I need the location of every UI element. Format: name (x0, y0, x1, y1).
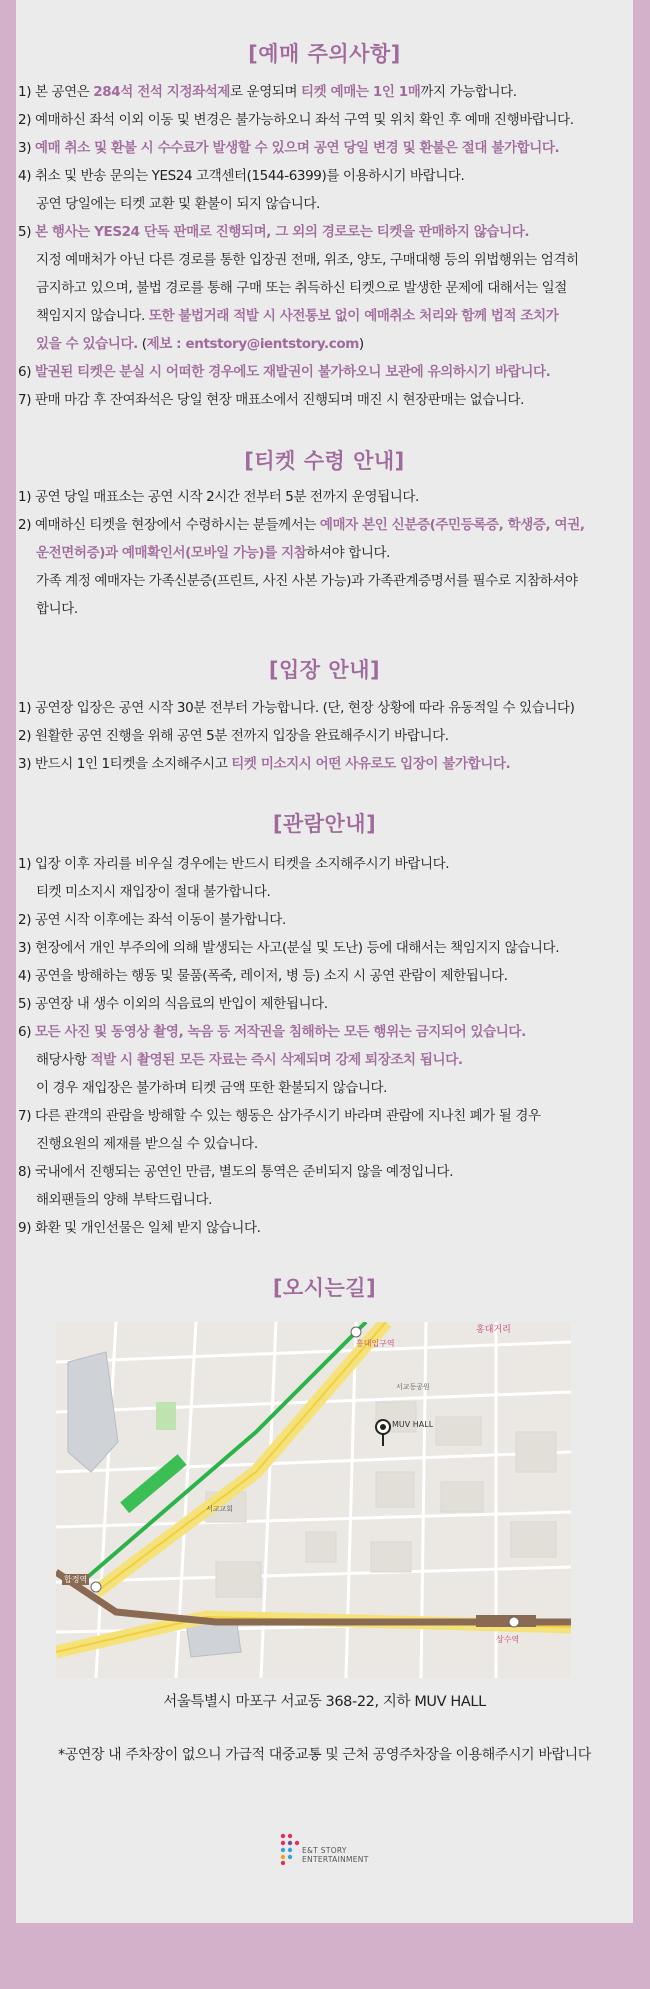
body-text: 까지 가능합니다. (420, 84, 517, 100)
highlight-text: 티켓 예매는 1인 1매 (301, 84, 421, 100)
highlight-text: 284석 전석 지정좌석제 (93, 84, 231, 100)
body-text: 2) 공연 시작 이후에는 좌석 이동이 불가합니다. (18, 912, 286, 928)
highlight-text: 모든 사진 및 동영상 촬영, 녹음 등 저작권을 침해하는 모든 행위는 금지되어 있습니다. (34, 1024, 526, 1040)
ticket-pickup-title: [티켓 수령 안내] (244, 449, 405, 473)
logo-dots-icon (280, 1833, 300, 1865)
s4-line (18, 908, 630, 928)
s4-line (18, 1104, 630, 1124)
map-label-crossroad: 홍대거리 (476, 1325, 511, 1335)
body-text: 1) 입장 이후 자리를 비우실 경우에는 반드시 티켓을 소지해주시기 바랍니다. (18, 856, 450, 872)
map-label-station-sangsu: 상수역 (496, 1635, 520, 1644)
s4-line (18, 1216, 630, 1236)
s4-line (18, 1048, 648, 1068)
s4-line (18, 1076, 648, 1096)
viewing-guide-title: [관람안내] (272, 812, 377, 836)
highlight-text: 발권된 티켓은 분실 시 어떠한 경우에도 재발권이 불가하오니 보관에 유의하시기 바랍니다. (34, 364, 551, 380)
body-text: 7) 다른 관객의 관람을 방해할 수 있는 행동은 삼가주시기 바라며 관람에 지나친 폐가 될 경우 (18, 1108, 541, 1124)
logo-line1: E&T STORY (302, 1846, 347, 1855)
s4-line (18, 880, 648, 900)
map-graphic (56, 1322, 571, 1678)
logo-line2: ENTERTAINMENT (302, 1855, 369, 1864)
s4-line (18, 852, 630, 872)
body-text: 티켓 미소지시 재입장이 절대 불가합니다. (36, 884, 271, 900)
body-text: 1) 공연 당일 매표소는 공연 시작 2시간 전부터 5분 전까지 운영됩니다. (18, 489, 419, 505)
s2-line (18, 485, 630, 505)
map-label-venue: MUV HALL (392, 1420, 434, 1429)
s4-line (18, 1160, 630, 1180)
s3-line (18, 696, 630, 716)
s1-line (18, 192, 648, 212)
map-label-station-hongik: 홍대입구역 (356, 1339, 395, 1348)
body-text: 금지하고 있으며, 불법 경로를 통해 구매 또는 취득하신 티켓으로 발생한 문제에 대해서는 일절 (36, 280, 567, 296)
booking-notice-title: [예매 주의사항] (248, 42, 401, 66)
body-text: 7) 판매 마감 후 잔여좌석은 당일 현장 매표소에서 진행되며 매진 시 현장판매는 없습니다. (18, 392, 525, 408)
s1-line (18, 220, 630, 240)
body-text: ) (358, 336, 364, 352)
s1-line (18, 360, 630, 380)
s3-line (18, 724, 630, 744)
body-text: 하셔야 합니다. (306, 545, 391, 561)
s2-line (18, 597, 648, 617)
body-text: 진행요원의 제재를 받으실 수 있습니다. (36, 1136, 258, 1152)
body-text: 5) 공연장 내 생수 이외의 식음료의 반입이 제한됩니다. (18, 996, 328, 1012)
highlight-text: 적발 시 촬영된 모든 자료는 즉시 삭제되며 강제 퇴장조치 됩니다. (90, 1052, 463, 1068)
body-text: 2) 원활한 공연 진행을 위해 공연 5분 전까지 입장을 완료해주시기 바랍니다. (18, 728, 449, 744)
s1-line (18, 304, 648, 324)
s4-line (18, 936, 630, 956)
body-text: 가족 계정 예매자는 가족신분증(프린트, 사진 사본 가능)과 가족관계증명서를 필수로 지참하셔야 (36, 573, 578, 589)
s3-line (18, 752, 630, 772)
body-text: ( (137, 336, 147, 352)
s1-line (18, 164, 630, 184)
s1-line (18, 80, 630, 100)
s4-line (18, 1020, 630, 1040)
location-map[interactable] (56, 1322, 571, 1678)
s2-line (18, 569, 648, 589)
parking-note: *공연장 내 주차장이 없으니 가급적 대중교통 및 근처 공영주차장을 이용해주시기 바랍니다 (58, 1747, 591, 1763)
notice-panel (16, 0, 633, 1923)
body-text: 해외팬들의 양해 부탁드립니다. (36, 1192, 213, 1208)
body-text: 로 운영되며 (230, 84, 302, 100)
body-text: 3) 반드시 1인 1티켓을 소지해주시고 (18, 756, 232, 772)
body-text: 1) 공연장 입장은 공연 시작 30분 전부터 가능합니다. (단, 현장 상황에 따라 유동적일 수 있습니다) (18, 700, 575, 716)
s1-line (18, 136, 630, 156)
s4-line (18, 992, 630, 1012)
body-text: 8) 국내에서 진행되는 공연인 만큼, 별도의 통역은 준비되지 않을 예정입니다. (18, 1164, 454, 1180)
body-text: 2) 예매하신 좌석 이외 이동 및 변경은 불가능하오니 좌석 구역 및 위치 확인 후 예매 진행바랍니다. (18, 112, 574, 128)
body-text: 3) (18, 140, 35, 156)
s2-line (18, 513, 630, 533)
s1-line (18, 276, 648, 296)
highlight-text: 또한 불법거래 적발 시 사전통보 없이 예매취소 처리와 함께 법적 조치가 (148, 308, 559, 324)
s1-line (18, 108, 630, 128)
s4-line (18, 964, 630, 984)
s2-line (18, 541, 648, 561)
company-logo (280, 1833, 380, 1869)
body-text: 해당사항 (36, 1052, 91, 1068)
s1-line (18, 388, 630, 408)
highlight-text: 본 행사는 YES24 단독 판매로 진행되며, 그 외의 경로로는 티켓을 판매하지 않습니다. (34, 224, 530, 240)
map-label-park: 서교동공원 (396, 1383, 430, 1391)
map-label-station-hapjeong: 합정역 (64, 1575, 88, 1584)
body-text: 6) (18, 1024, 35, 1040)
map-label-church: 서교교회 (206, 1505, 234, 1513)
body-text: 지정 예매처가 아닌 다른 경로를 통한 입장권 전매, 위조, 양도, 구매대행 등의 위법행위는 엄격히 (36, 252, 579, 268)
highlight-text: 예매자 본인 신분증(주민등록증, 학생증, 여권, (319, 517, 585, 533)
s4-line (18, 1188, 648, 1208)
venue-address: 서울특별시 마포구 서교동 368-22, 지하 MUV HALL (163, 1694, 486, 1710)
body-text: 책임지지 않습니다. (36, 308, 149, 324)
body-text: 합니다. (36, 601, 78, 617)
body-text: 6) (18, 364, 35, 380)
body-text: 5) (18, 224, 35, 240)
highlight-text: 제보 : entstory@ientstory.com (146, 336, 359, 352)
s1-line (18, 332, 648, 352)
highlight-text: 있을 수 있습니다. (36, 336, 138, 352)
body-text: 1) 본 공연은 (18, 84, 94, 100)
body-text: 공연 당일에는 티켓 교환 및 환불이 되지 않습니다. (36, 196, 320, 212)
s4-line (18, 1132, 648, 1152)
body-text: 2) 예매하신 티켓을 현장에서 수령하시는 분들께서는 (18, 517, 320, 533)
highlight-text: 예매 취소 및 환불 시 수수료가 발생할 수 있으며 공연 당일 변경 및 환불은 절대 불가합니다. (34, 140, 560, 156)
body-text: 9) 화환 및 개인선물은 일체 받지 않습니다. (18, 1220, 261, 1236)
body-text: 4) 공연을 방해하는 행동 및 물품(폭죽, 레이저, 병 등) 소지 시 공연 관람이 제한됩니다. (18, 968, 508, 984)
body-text: 3) 현장에서 개인 부주의에 의해 발생되는 사고(분실 및 도난) 등에 대해서는 책임지지 않습니다. (18, 940, 560, 956)
directions-title: [오시는길] (272, 1276, 377, 1300)
body-text: 4) 취소 및 반송 문의는 YES24 고객센터(1544-6399)를 이용하시기 바랍니다. (18, 168, 465, 184)
entry-guide-title: [입장 안내] (268, 658, 381, 682)
highlight-text: 운전면허증)과 예매확인서(모바일 가능)를 지참 (36, 545, 307, 561)
s1-line (18, 248, 648, 268)
body-text: 이 경우 재입장은 불가하며 티켓 금액 또한 환불되지 않습니다. (36, 1080, 388, 1096)
highlight-text: 티켓 미소지시 어떤 사유로도 입장이 불가합니다. (231, 756, 511, 772)
